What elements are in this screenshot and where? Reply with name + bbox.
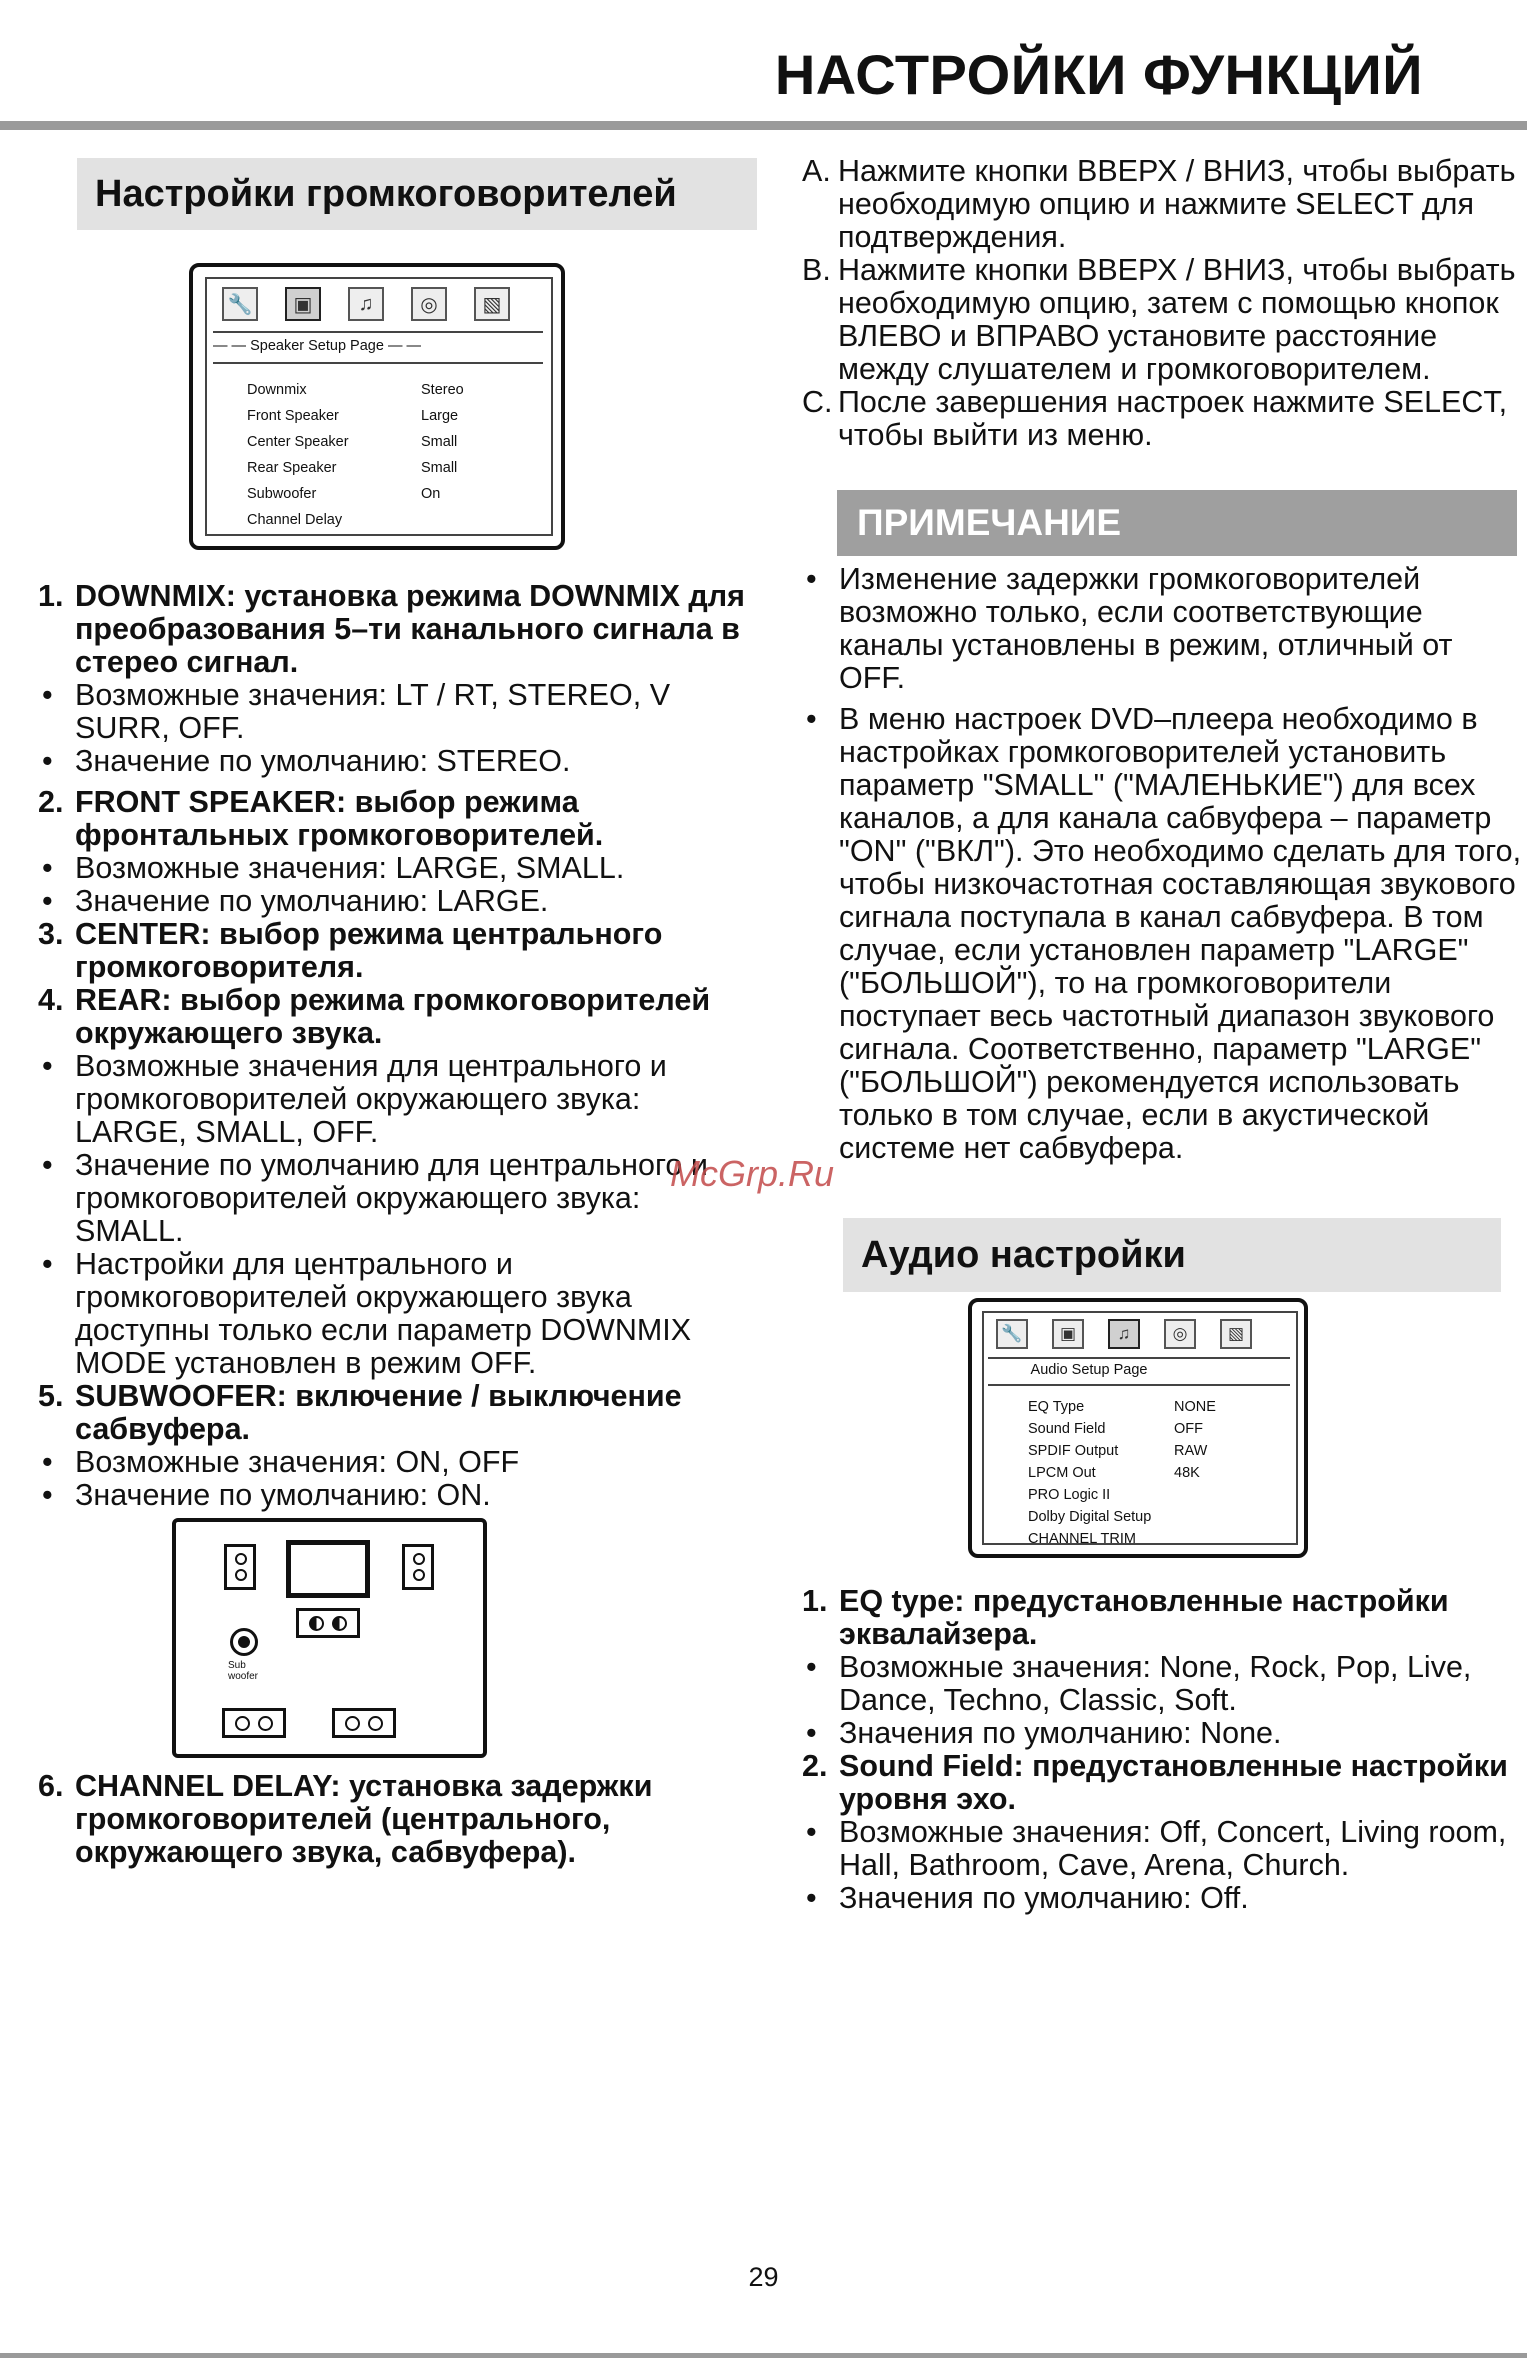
bullet-marker: • — [806, 702, 817, 736]
channel-delay-description — [38, 1770, 750, 1869]
item-text: Возможные значения: Off, Concert, Living room, Hall, Bathroom, Cave, Arena, Church. — [839, 1815, 1507, 1882]
item-marker: 3. — [38, 917, 64, 951]
item-text: CENTER: выбор режима центрального громкоговорителя. — [75, 917, 663, 984]
step-item — [802, 386, 1517, 452]
audio-setup-menu — [982, 1311, 1298, 1545]
audio-section-title: Аудио настройки — [861, 1233, 1186, 1276]
menu-row[interactable] — [247, 408, 527, 430]
audio-page-title: Audio Setup Page — [1030, 1362, 1148, 1378]
bullet-marker: • — [806, 1881, 817, 1915]
list-item — [38, 679, 750, 745]
step-item — [802, 254, 1517, 386]
item-marker: 4. — [38, 983, 64, 1017]
note-item — [802, 703, 1522, 1165]
list-item — [38, 885, 750, 918]
speaker-section-header — [77, 158, 757, 230]
menu-row-label: Center Speaker — [247, 434, 349, 450]
item-marker: 2. — [38, 785, 64, 819]
list-item — [38, 1770, 750, 1869]
item-text: Значения по умолчанию: Off. — [839, 1881, 1249, 1915]
menu-row-label: EQ Type — [1028, 1399, 1085, 1415]
menu-row-value: Small — [421, 460, 458, 476]
item-text: Значение по умолчанию: ON. — [75, 1478, 491, 1512]
menu-row-value: Stereo — [421, 382, 464, 398]
wrench-icon[interactable]: 🔧 — [222, 287, 258, 321]
menu-divider — [213, 362, 543, 364]
item-text: Настройки для центрального и громкоговорителей окружающего звука доступны только если параметр DOWNMIX MODE установлен в режим OFF. — [75, 1247, 692, 1380]
menu-row-label: CHANNEL TRIM — [1028, 1531, 1136, 1547]
front-right-speaker-icon — [402, 1544, 434, 1590]
bullet-marker: • — [806, 1650, 817, 1684]
list-item — [802, 1816, 1522, 1882]
bottom-divider — [0, 2353, 1527, 2358]
item-marker: 2. — [802, 1749, 828, 1783]
bullet-marker: • — [42, 1445, 53, 1479]
list-item — [38, 1149, 750, 1248]
menu-row[interactable] — [1028, 1531, 1268, 1553]
menu-row-label: Sound Field — [1028, 1421, 1106, 1437]
list-item — [38, 984, 750, 1050]
list-item — [38, 745, 750, 778]
item-marker: 5. — [38, 1379, 64, 1413]
list-item — [802, 1717, 1522, 1750]
item-text: Sound Field: предустановленные настройки уровня эхо. — [839, 1749, 1508, 1816]
item-text: FRONT SPEAKER: выбор режима фронтальных громкоговорителей. — [75, 785, 604, 852]
list-item — [38, 1479, 750, 1512]
speaker-icon[interactable]: ▣ — [1052, 1319, 1084, 1349]
menu-divider — [213, 331, 543, 333]
note-list — [802, 563, 1522, 1165]
item-text: EQ type: предустановленные настройки эквалайзера. — [839, 1584, 1449, 1651]
steps-list — [802, 155, 1517, 452]
item-text: Возможные значения: ON, OFF — [75, 1445, 520, 1479]
step-marker: A. — [802, 154, 831, 188]
menu-row[interactable] — [247, 382, 527, 404]
note-text: В меню настроек DVD–плеера необходимо в настройках громкоговорителей установить параметр "SMALL" ("МАЛЕНЬКИЕ") для всех каналов, а для канала сабвуфера – параметр "ON" ("ВКЛ"). Это необходимо сделать для того, чтобы низкочастотная составляющая звукового сигнала поступала в канал сабвуфера. В том случае, если установлен параметр "LARGE" ("БОЛЬШОЙ"), то на громкоговорители поступает весь частотный диапазон звукового сигнала. Соответственно, параметр "LARGE" ("БОЛЬШОЙ") рекомендуется использовать только в том случае, если в акустической системе нет сабвуфера. — [839, 702, 1522, 1165]
menu-row[interactable] — [1028, 1421, 1268, 1443]
menu-row-value: Large — [421, 408, 459, 424]
bullet-marker: • — [806, 562, 817, 596]
menu-row-label: Channel Delay — [247, 512, 343, 528]
step-marker: B. — [802, 253, 831, 287]
item-text: Возможные значения: LARGE, SMALL. — [75, 851, 625, 885]
step-marker: C. — [802, 385, 833, 419]
speaker-page-title: — — Speaker Setup Page — — — [213, 338, 421, 354]
menu-row-label: SPDIF Output — [1028, 1443, 1119, 1459]
speaker-setup-menu — [205, 277, 553, 536]
menu-row[interactable] — [247, 434, 527, 456]
watermark: McGrp.Ru — [670, 1153, 835, 1194]
item-text: REAR: выбор режима громкоговорителей окружающего звука. — [75, 983, 711, 1050]
item-text: SUBWOOFER: включение / выключение сабвуфера. — [75, 1379, 682, 1446]
speaker-layout-diagram — [172, 1518, 487, 1758]
item-text: Возможные значения для центрального и громкоговорителей окружающего звука: LARGE, SMALL, OFF. — [75, 1049, 667, 1149]
audio-setup-screen — [968, 1298, 1308, 1558]
list-item — [38, 918, 750, 984]
item-text: Значения по умолчанию: None. — [839, 1716, 1282, 1750]
menu-row-label: Rear Speaker — [247, 460, 337, 476]
menu-row-label: Subwoofer — [247, 486, 317, 502]
speaker-section-title: Настройки громкоговорителей — [95, 172, 677, 215]
menu-row[interactable] — [247, 486, 527, 508]
note-header — [837, 490, 1517, 556]
center-speaker-icon — [296, 1608, 360, 1638]
music-note-icon[interactable]: ♫ — [1108, 1319, 1140, 1349]
menu-row-value: On — [421, 486, 441, 502]
wrench-icon[interactable]: 🔧 — [996, 1319, 1028, 1349]
menu-row-label: Dolby Digital Setup — [1028, 1509, 1152, 1525]
bullet-marker: • — [42, 1049, 53, 1083]
picture-icon[interactable]: ▧ — [474, 287, 510, 321]
list-item — [38, 1380, 750, 1446]
menu-row-value: NONE — [1174, 1399, 1216, 1415]
rear-right-speaker-icon — [332, 1708, 396, 1738]
item-marker: 1. — [38, 579, 64, 613]
list-item — [802, 1750, 1522, 1816]
item-marker: 1. — [802, 1584, 828, 1618]
list-item — [38, 1248, 750, 1380]
list-item — [802, 1651, 1522, 1717]
menu-row[interactable] — [1028, 1487, 1268, 1509]
item-text: Возможные значения: None, Rock, Pop, Live, Dance, Techno, Classic, Soft. — [839, 1650, 1472, 1717]
note-text: Изменение задержки громкоговорителей возможно только, если соответствующие каналы установлены в режим, отличный от OFF. — [839, 562, 1453, 695]
bullet-marker: • — [42, 851, 53, 885]
bullet-marker: • — [806, 1815, 817, 1849]
speaker-icon[interactable]: ▣ — [285, 287, 321, 321]
speaker-setup-screen — [189, 263, 565, 550]
list-item — [38, 580, 750, 679]
bullet-marker: • — [42, 744, 53, 778]
item-text: CHANNEL DELAY: установка задержки громкоговорителей (центрального, окружающего звука, сабвуфера). — [75, 1769, 653, 1869]
menu-row-label: PRO Logic II — [1028, 1487, 1111, 1503]
item-text: Возможные значения: LT / RT, STEREO, V SURR, OFF. — [75, 678, 671, 745]
menu-row[interactable] — [1028, 1399, 1268, 1421]
title-divider — [0, 121, 1527, 130]
menu-row[interactable] — [1028, 1443, 1268, 1465]
list-item — [802, 1585, 1522, 1651]
menu-divider — [988, 1384, 1290, 1386]
subwoofer-label: Sub woofer — [228, 1660, 259, 1682]
menu-row[interactable] — [1028, 1509, 1268, 1531]
menu-row-label: Downmix — [247, 382, 307, 398]
step-item — [802, 155, 1517, 254]
bullet-marker: • — [42, 1478, 53, 1512]
item-marker: 6. — [38, 1769, 64, 1803]
list-item — [802, 1882, 1522, 1915]
picture-icon[interactable]: ▧ — [1220, 1319, 1252, 1349]
menu-row-label: LPCM Out — [1028, 1465, 1096, 1481]
page-number: 29 — [748, 2262, 779, 2292]
menu-row-value: OFF — [1174, 1421, 1203, 1437]
disc-icon[interactable]: ◎ — [1164, 1319, 1196, 1349]
menu-row-value: RAW — [1174, 1443, 1208, 1459]
menu-row[interactable] — [1028, 1465, 1268, 1487]
item-text: DOWNMIX: установка режима DOWNMIX для преобразования 5–ти канального сигнала в стерео сигнал. — [75, 579, 745, 679]
item-text: Значение по умолчанию: STEREO. — [75, 744, 571, 778]
item-text: Значение по умолчанию: LARGE. — [75, 884, 549, 918]
bullet-marker: • — [806, 1716, 817, 1750]
bullet-marker: • — [42, 884, 53, 918]
item-text: Значение по умолчанию для центрального и громкоговорителей окружающего звука: SMALL. — [75, 1148, 708, 1248]
menu-divider — [988, 1357, 1290, 1359]
menu-row-value: Small — [421, 434, 458, 450]
menu-row[interactable] — [247, 460, 527, 482]
audio-settings-list — [802, 1585, 1522, 1915]
step-text: Нажмите кнопки ВВЕРХ / ВНИЗ, чтобы выбрать необходимую опцию, затем с помощью кнопок ВЛЕВО и ВПРАВО установите расстояние между слушателем и громкоговорителем. — [838, 253, 1516, 386]
list-item — [38, 786, 750, 852]
front-left-speaker-icon — [224, 1544, 256, 1590]
tv-icon — [286, 1540, 370, 1598]
menu-row[interactable] — [247, 512, 527, 534]
rear-left-speaker-icon — [222, 1708, 286, 1738]
audio-section-header — [843, 1218, 1501, 1292]
note-title: ПРИМЕЧАНИЕ — [857, 502, 1122, 543]
list-item — [38, 1446, 750, 1479]
note-item — [802, 563, 1522, 695]
bullet-marker: • — [42, 1148, 53, 1182]
page-title: НАСТРОЙКИ ФУНКЦИЙ — [774, 43, 1423, 106]
list-item — [38, 852, 750, 885]
subwoofer-icon — [230, 1628, 258, 1656]
menu-row-value: 48K — [1174, 1465, 1200, 1481]
music-note-icon[interactable]: ♫ — [348, 287, 384, 321]
list-item — [38, 1050, 750, 1149]
speaker-settings-list — [38, 580, 750, 1512]
step-text: После завершения настроек нажмите SELECT, чтобы выйти из меню. — [838, 385, 1508, 452]
bullet-marker: • — [42, 1247, 53, 1281]
step-text: Нажмите кнопки ВВЕРХ / ВНИЗ, чтобы выбрать необходимую опцию и нажмите SELECT для подтверждения. — [838, 154, 1516, 254]
menu-row-label: Front Speaker — [247, 408, 339, 424]
bullet-marker: • — [42, 678, 53, 712]
disc-icon[interactable]: ◎ — [411, 287, 447, 321]
